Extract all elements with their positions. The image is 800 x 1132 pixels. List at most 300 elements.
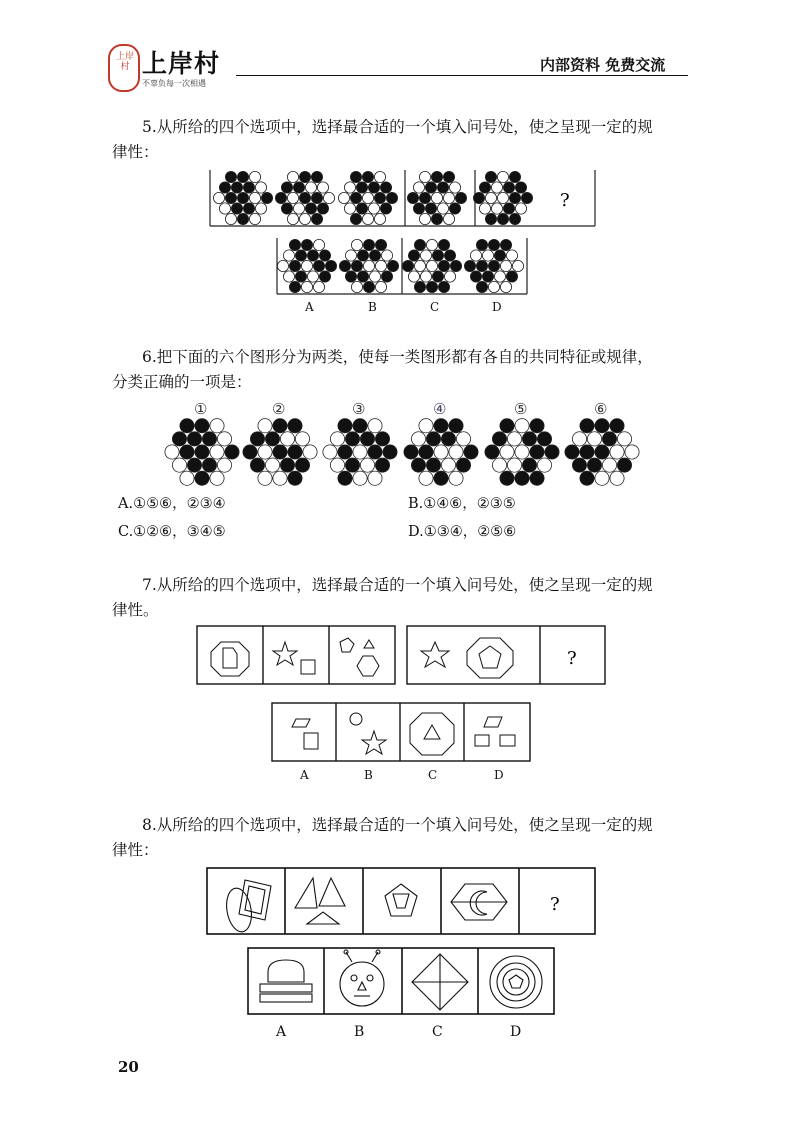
cluster-circle [172, 432, 186, 446]
cluster-circle [408, 250, 419, 261]
cluster-circle [456, 458, 470, 472]
cluster-circle [572, 458, 586, 472]
cluster-circle [350, 171, 361, 182]
cluster-circle [580, 471, 594, 485]
cluster-circle [506, 271, 517, 282]
cluster-circle [280, 458, 294, 472]
cluster-circle [426, 458, 440, 472]
cluster-circle [473, 192, 484, 203]
cluster-circle [363, 260, 374, 271]
cluster-circle [431, 213, 442, 224]
question-5-text [112, 115, 692, 165]
cluster-circle [437, 203, 448, 214]
q6-fig-number-3: ③ [352, 400, 366, 418]
cluster-circle [299, 192, 310, 203]
cluster-circle [219, 182, 230, 193]
cluster-circle [237, 171, 248, 182]
cluster-circle [419, 471, 433, 485]
cluster-circle [492, 432, 506, 446]
q5-question-mark: ? [560, 190, 570, 211]
cluster-circle [455, 192, 466, 203]
cluster-circle [441, 458, 455, 472]
q5-option-clusters [277, 239, 523, 292]
cluster-circle [381, 271, 392, 282]
cluster-circle [515, 419, 529, 433]
q5-line2: 律性： [112, 143, 159, 161]
q5-hexagon-cluster [213, 171, 532, 224]
cluster-circle [225, 192, 236, 203]
cluster-circle [617, 458, 631, 472]
cluster-circle [522, 432, 536, 446]
cluster-circle [419, 192, 430, 203]
cluster-circle [470, 250, 481, 261]
q7-sequence-figure [195, 624, 610, 688]
cluster-circle [444, 271, 455, 282]
cluster-circle [172, 458, 186, 472]
cluster-circle [368, 419, 382, 433]
page-number: 20 [118, 1058, 139, 1076]
cluster-circle [500, 281, 511, 292]
cluster-circle [295, 432, 309, 446]
cluster-circle [330, 432, 344, 446]
cluster-circle [180, 445, 194, 459]
cluster-circle [368, 445, 382, 459]
cluster-circle [509, 171, 520, 182]
q8-option-b[interactable]: B [354, 1024, 365, 1040]
cluster-circle [408, 271, 419, 282]
cluster-circle [449, 471, 463, 485]
cluster-circle [491, 203, 502, 214]
question-6-text [112, 345, 692, 395]
q5-option-c[interactable]: C [430, 300, 440, 314]
cluster-circle [261, 192, 272, 203]
cluster-circle [625, 445, 639, 459]
cluster-circle [305, 182, 316, 193]
cluster-circle [283, 250, 294, 261]
cluster-circle [369, 271, 380, 282]
cluster-circle [443, 213, 454, 224]
header-title: 内部资料 免费交流 [540, 56, 666, 74]
q6-answer-b[interactable]: B.①④⑥，②③⑤ [408, 496, 516, 512]
cluster-circle [431, 192, 442, 203]
cluster-circle [180, 471, 194, 485]
cluster-circle [323, 445, 337, 459]
cluster-circle [319, 271, 330, 282]
cluster-circle [339, 260, 350, 271]
cluster-circle [293, 182, 304, 193]
cluster-circle [375, 239, 386, 250]
cluster-circle [281, 203, 292, 214]
cluster-circle [311, 192, 322, 203]
cluster-circle [293, 203, 304, 214]
q6-answer-a[interactable]: A.①⑤⑥，②③④ [118, 496, 226, 512]
q6-fig-number-1: ① [194, 400, 208, 418]
q6-fig-number-4: ④ [433, 400, 447, 418]
cluster-circle [375, 458, 389, 472]
cluster-circle [537, 432, 551, 446]
cluster-circle [456, 432, 470, 446]
cluster-circle [350, 213, 361, 224]
cluster-circle [307, 271, 318, 282]
cluster-circle [225, 171, 236, 182]
q5-option-d[interactable]: D [492, 300, 502, 314]
q6-fig-number-2: ② [272, 400, 286, 418]
cluster-circle [449, 182, 460, 193]
q5-option-a[interactable]: A [305, 300, 314, 314]
cluster-circle [521, 192, 532, 203]
q6-hexagon-clusters [165, 419, 639, 486]
cluster-circle [287, 171, 298, 182]
cluster-circle [237, 192, 248, 203]
cluster-circle [231, 203, 242, 214]
cluster-circle [357, 250, 368, 261]
q5-line1: 5.从所给的四个选项中，选择最合适的一个填入问号处，使之呈现一定的规 [142, 118, 653, 136]
q6-line1: 6.把下面的六个图形分为两类，使每一类图形都有各自的共同特征或规律， [142, 348, 653, 366]
cluster-circle [602, 432, 616, 446]
cluster-circle [374, 192, 385, 203]
cluster-circle [317, 203, 328, 214]
question-7-text [112, 573, 692, 623]
cluster-circle [217, 458, 231, 472]
cluster-circle [277, 260, 288, 271]
cluster-circle [464, 445, 478, 459]
cluster-circle [258, 419, 272, 433]
cluster-circle [287, 213, 298, 224]
cluster-circle [299, 213, 310, 224]
cluster-circle [368, 182, 379, 193]
cluster-circle [375, 281, 386, 292]
cluster-circle [407, 192, 418, 203]
cluster-circle [249, 171, 260, 182]
cluster-circle [368, 203, 379, 214]
cluster-circle [338, 445, 352, 459]
q7-option-a[interactable]: A [300, 768, 309, 782]
cluster-circle [210, 445, 224, 459]
cluster-circle [299, 171, 310, 182]
cluster-circle [381, 250, 392, 261]
cluster-circle [345, 250, 356, 261]
cluster-circle [443, 192, 454, 203]
cluster-circle [313, 260, 324, 271]
cluster-circle [273, 419, 287, 433]
cluster-circle [344, 182, 355, 193]
cluster-circle [255, 203, 266, 214]
q5-option-b[interactable]: B [368, 300, 377, 314]
cluster-circle [255, 182, 266, 193]
q8-option-c[interactable]: C [432, 1024, 443, 1040]
cluster-circle [506, 250, 517, 261]
cluster-circle [420, 271, 431, 282]
cluster-circle [219, 203, 230, 214]
cluster-circle [419, 171, 430, 182]
cluster-circle [426, 260, 437, 271]
cluster-circle [530, 471, 544, 485]
cluster-circle [431, 171, 442, 182]
cluster-circle [470, 271, 481, 282]
cluster-circle [217, 432, 231, 446]
cluster-circle [580, 419, 594, 433]
cluster-circle [503, 203, 514, 214]
cluster-circle [425, 203, 436, 214]
cluster-circle [507, 458, 521, 472]
cluster-circle [301, 281, 312, 292]
cluster-circle [479, 203, 490, 214]
cluster-circle [497, 192, 508, 203]
cluster-circle [509, 213, 520, 224]
cluster-circle [488, 260, 499, 271]
cluster-circle [249, 213, 260, 224]
cluster-circle [344, 203, 355, 214]
header-logo [108, 44, 238, 96]
q6-line2: 分类正确的一项是： [112, 373, 252, 391]
cluster-circle [187, 432, 201, 446]
cluster-circle [351, 239, 362, 250]
cluster-circle [595, 471, 609, 485]
cluster-circle [345, 271, 356, 282]
cluster-circle [482, 250, 493, 261]
cluster-circle [303, 445, 317, 459]
cluster-circle [515, 203, 526, 214]
cluster-circle [195, 445, 209, 459]
header-divider [236, 75, 688, 76]
q8-option-a[interactable]: A [276, 1024, 287, 1040]
cluster-circle [187, 458, 201, 472]
cluster-circle [351, 260, 362, 271]
q8-option-d[interactable]: D [510, 1024, 522, 1040]
cluster-circle [258, 471, 272, 485]
cluster-circle [225, 445, 239, 459]
q6-figures [160, 398, 640, 488]
cluster-circle [323, 192, 334, 203]
cluster-circle [202, 458, 216, 472]
cluster-circle [351, 281, 362, 292]
cluster-circle [494, 250, 505, 261]
cluster-circle [449, 445, 463, 459]
cluster-circle [273, 471, 287, 485]
cluster-circle [380, 203, 391, 214]
cluster-circle [202, 432, 216, 446]
cluster-circle [610, 471, 624, 485]
cluster-circle [595, 419, 609, 433]
cluster-circle [530, 419, 544, 433]
cluster-circle [411, 458, 425, 472]
cluster-circle [441, 432, 455, 446]
cluster-circle [443, 171, 454, 182]
cluster-circle [317, 182, 328, 193]
cluster-circle [345, 458, 359, 472]
cluster-circle [482, 271, 493, 282]
cluster-circle [265, 458, 279, 472]
cluster-circle [425, 182, 436, 193]
cluster-circle [383, 445, 397, 459]
cluster-circle [494, 271, 505, 282]
question-8-text [112, 813, 692, 863]
cluster-circle [500, 471, 514, 485]
cluster-circle [288, 419, 302, 433]
cluster-circle [356, 182, 367, 193]
cluster-circle [250, 432, 264, 446]
cluster-circle [450, 260, 461, 271]
cluster-circle [210, 419, 224, 433]
cluster-circle [419, 445, 433, 459]
cluster-circle [231, 182, 242, 193]
q5-options-figure [272, 236, 532, 298]
cluster-circle [280, 432, 294, 446]
q7-option-d[interactable]: D [494, 768, 504, 782]
cluster-circle [479, 182, 490, 193]
cluster-circle [375, 260, 386, 271]
cluster-circle [438, 260, 449, 271]
cluster-circle [507, 432, 521, 446]
cluster-circle [165, 445, 179, 459]
cluster-circle [610, 445, 624, 459]
cluster-circle [426, 281, 437, 292]
q6-answer-d[interactable]: D.①③④，②⑤⑥ [408, 524, 517, 540]
brand-name: 上岸村 [142, 49, 221, 78]
q8-line2: 律性： [112, 841, 159, 859]
cluster-circle [426, 432, 440, 446]
cluster-circle [464, 260, 475, 271]
cluster-circle [476, 239, 487, 250]
cluster-circle [353, 445, 367, 459]
cluster-circle [438, 239, 449, 250]
cluster-circle [368, 471, 382, 485]
cluster-circle [374, 171, 385, 182]
cluster-circle [509, 192, 520, 203]
cluster-circle [438, 281, 449, 292]
cluster-circle [243, 203, 254, 214]
cluster-circle [353, 419, 367, 433]
cluster-circle [432, 271, 443, 282]
cluster-circle [301, 239, 312, 250]
cluster-circle [476, 281, 487, 292]
cluster-circle [500, 260, 511, 271]
cluster-circle [386, 192, 397, 203]
cluster-circle [307, 250, 318, 261]
cluster-circle [565, 445, 579, 459]
q8-sequence-figure [205, 866, 597, 938]
cluster-circle [311, 213, 322, 224]
cluster-circle [362, 171, 373, 182]
cluster-circle [360, 432, 374, 446]
cluster-circle [444, 250, 455, 261]
cluster-circle [313, 281, 324, 292]
cluster-circle [249, 192, 260, 203]
cluster-circle [237, 213, 248, 224]
cluster-circle [419, 213, 430, 224]
cluster-circle [402, 260, 413, 271]
cluster-circle [413, 203, 424, 214]
q8-options-figure [246, 946, 558, 1018]
cluster-circle [265, 432, 279, 446]
cluster-circle [476, 260, 487, 271]
cluster-circle [530, 445, 544, 459]
q5-sequence-figure [205, 168, 600, 230]
cluster-circle [330, 458, 344, 472]
cluster-circle [287, 192, 298, 203]
cluster-circle [283, 271, 294, 282]
cluster-circle [580, 445, 594, 459]
cluster-circle [375, 432, 389, 446]
cluster-circle [485, 213, 496, 224]
cluster-circle [363, 239, 374, 250]
logo-seal-icon [108, 44, 140, 92]
cluster-circle [338, 419, 352, 433]
cluster-circle [434, 471, 448, 485]
cluster-circle [404, 445, 418, 459]
cluster-circle [360, 458, 374, 472]
cluster-circle [363, 281, 374, 292]
cluster-circle [617, 432, 631, 446]
cluster-circle [587, 432, 601, 446]
q6-answer-c[interactable]: C.①②⑥，③④⑤ [118, 524, 226, 540]
cluster-circle [311, 171, 322, 182]
cluster-circle [243, 445, 257, 459]
cluster-circle [387, 260, 398, 271]
q7-line2: 律性。 [112, 601, 159, 619]
cluster-circle [345, 432, 359, 446]
cluster-circle [414, 239, 425, 250]
cluster-circle [374, 213, 385, 224]
cluster-circle [180, 419, 194, 433]
cluster-circle [225, 213, 236, 224]
cluster-circle [380, 182, 391, 193]
cluster-circle [414, 281, 425, 292]
cluster-circle [595, 445, 609, 459]
cluster-circle [485, 445, 499, 459]
cluster-circle [515, 471, 529, 485]
cluster-circle [288, 445, 302, 459]
cluster-circle [295, 271, 306, 282]
cluster-circle [289, 239, 300, 250]
q7-options-figure [270, 701, 535, 765]
cluster-circle [289, 281, 300, 292]
cluster-circle [434, 419, 448, 433]
q7-option-b[interactable]: B [364, 768, 373, 782]
cluster-circle [295, 250, 306, 261]
cluster-circle [500, 445, 514, 459]
cluster-circle [449, 203, 460, 214]
cluster-circle [411, 432, 425, 446]
q7-line1: 7.从所给的四个选项中，选择最合适的一个填入问号处，使之呈现一定的规 [142, 576, 653, 594]
cluster-circle [350, 192, 361, 203]
cluster-circle [305, 203, 316, 214]
cluster-circle [434, 445, 448, 459]
cluster-circle [497, 171, 508, 182]
q7-option-c[interactable]: C [428, 768, 438, 782]
cluster-circle [213, 192, 224, 203]
cluster-circle [195, 419, 209, 433]
cluster-circle [414, 260, 425, 271]
cluster-circle [515, 445, 529, 459]
cluster-circle [572, 432, 586, 446]
cluster-circle [449, 419, 463, 433]
cluster-circle [250, 458, 264, 472]
cluster-circle [195, 471, 209, 485]
cluster-circle [500, 239, 511, 250]
cluster-circle [545, 445, 559, 459]
cluster-circle [485, 192, 496, 203]
cluster-circle [488, 281, 499, 292]
cluster-circle [485, 171, 496, 182]
cluster-circle [522, 458, 536, 472]
cluster-circle [362, 213, 373, 224]
brand-slogan: 不辜负每一次相遇 [142, 79, 206, 88]
cluster-circle [357, 271, 368, 282]
cluster-circle [515, 182, 526, 193]
cluster-circle [537, 458, 551, 472]
q6-fig-number-5: ⑤ [514, 400, 528, 418]
